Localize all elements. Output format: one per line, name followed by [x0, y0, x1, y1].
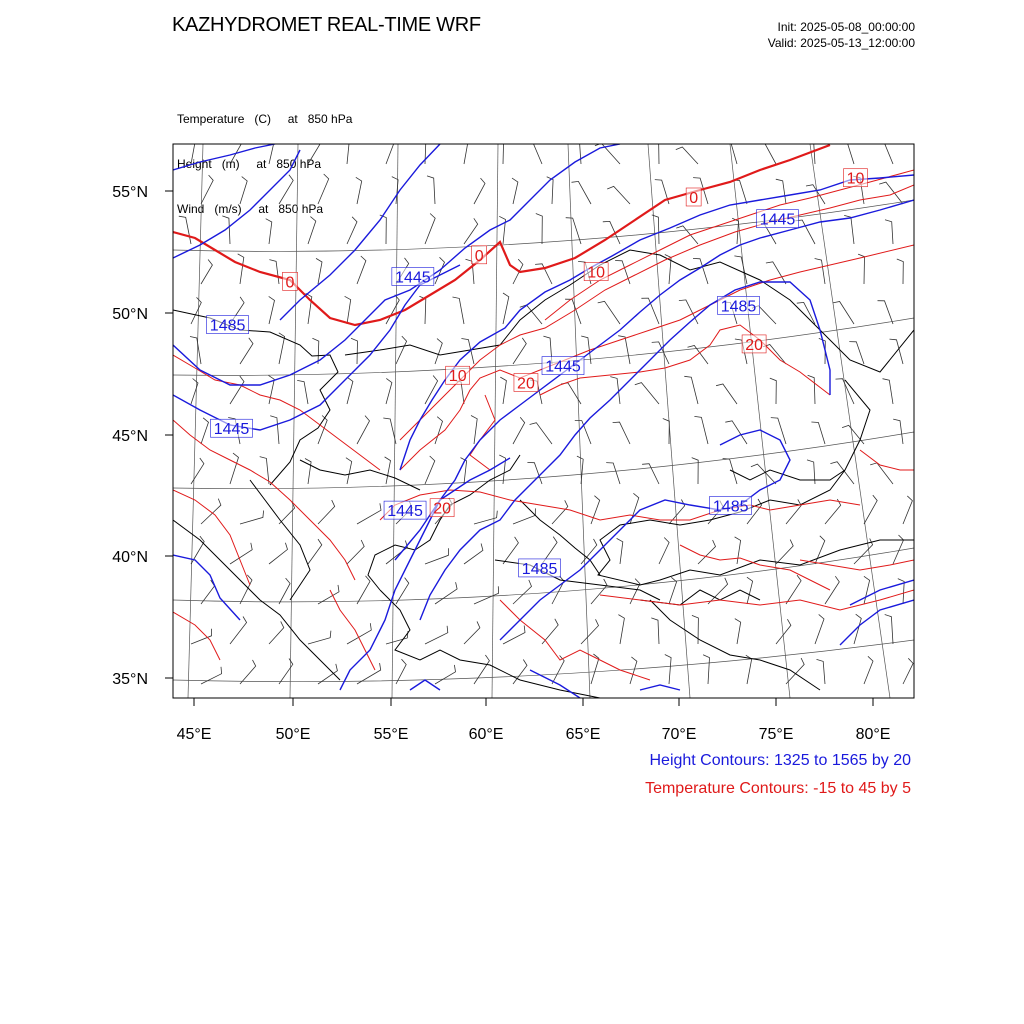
wind-barb: [318, 500, 335, 524]
wind-barb: [844, 215, 854, 244]
temperature-contours: [173, 145, 914, 680]
country-borders: [173, 247, 914, 698]
wind-barb: [815, 259, 825, 285]
lon-label: 80°E: [855, 726, 891, 743]
wind-barb: [269, 136, 275, 164]
wind-barb: [312, 338, 318, 364]
wind-barb: [500, 377, 506, 404]
wind-barb: [345, 296, 351, 324]
svg-text:1485: 1485: [712, 498, 749, 516]
wind-barb: [735, 537, 741, 564]
wind-barb: [499, 455, 505, 484]
wind-barb: [879, 182, 903, 204]
wind-barb: [885, 615, 893, 645]
wind-barb: [356, 177, 362, 204]
wind-barb: [885, 220, 893, 244]
temperature-contour-label: [446, 366, 470, 385]
wind-barb: [552, 656, 564, 685]
wind-barb: [530, 423, 552, 444]
wind-barb: [734, 256, 747, 284]
wind-barb: [230, 138, 242, 164]
wind-barb: [240, 177, 247, 204]
wind-barb: [201, 580, 215, 604]
wind-barb: [613, 422, 630, 444]
wind-barb: [512, 178, 518, 204]
wind-barb: [811, 422, 825, 444]
valid-time: Valid: 2025-05-13_12:00:00: [767, 36, 915, 50]
wind-barb: [396, 336, 407, 364]
wind-barb: [572, 181, 592, 204]
wind-barb: [598, 301, 620, 324]
height-contour-label: [207, 316, 249, 335]
wind-barb: [435, 665, 456, 684]
wind-barb: [651, 618, 659, 644]
lon-label: 75°E: [758, 726, 794, 743]
map-title: KAZHYDROMET REAL-TIME WRF: [172, 14, 481, 36]
wind-barb: [269, 296, 275, 324]
svg-text:1445: 1445: [759, 211, 796, 229]
wind-barb: [308, 539, 322, 564]
wind-barb: [240, 511, 264, 525]
wind-barb: [474, 586, 499, 604]
wind-barb: [607, 186, 630, 204]
wind-barb: [615, 261, 630, 285]
wind-barb: [864, 576, 870, 604]
wind-barb: [474, 178, 485, 204]
wind-barb: [513, 508, 535, 524]
wind-barb: [305, 459, 311, 485]
wind-barb: [581, 619, 599, 644]
wind-barb: [270, 416, 279, 444]
wind-barb: [659, 538, 669, 565]
wind-barb: [610, 377, 620, 404]
lat-label: 40°N: [112, 549, 148, 566]
wind-barb: [474, 655, 489, 684]
wind-barb: [642, 464, 659, 484]
lon-label: 50°E: [275, 726, 311, 743]
wind-barb: [893, 419, 903, 444]
wind-barb: [435, 339, 442, 364]
wind-barb: [318, 174, 329, 204]
wind-barb: [240, 660, 256, 684]
lon-label: 45°E: [176, 726, 212, 743]
svg-text:1445: 1445: [213, 421, 250, 439]
wind-barb: [238, 254, 244, 284]
lat-label: 35°N: [112, 671, 148, 688]
temperature-contour-label: [584, 263, 608, 282]
wind-barb: [464, 621, 480, 644]
wind-barb: [676, 147, 698, 164]
wind-barb: [652, 137, 659, 164]
svg-text:10: 10: [846, 170, 865, 188]
wind-barb: [453, 297, 465, 324]
wind-barb: [347, 217, 357, 244]
wind-barb: [833, 302, 854, 325]
wind-barb: [240, 338, 253, 364]
svg-text:10: 10: [587, 264, 606, 282]
svg-text:0: 0: [285, 274, 295, 292]
wind-barb: [830, 462, 854, 484]
svg-text:0: 0: [474, 247, 484, 265]
wind-barb: [883, 379, 894, 404]
wind-barb: [383, 418, 396, 444]
wind-barb: [542, 619, 558, 644]
wind-barb: [893, 535, 904, 564]
wind-barb: [525, 141, 542, 164]
wind-barb: [240, 575, 252, 604]
temperature-contour-label: [844, 169, 868, 188]
wind-barb: [630, 657, 637, 684]
wind-barb: [191, 297, 201, 324]
wind-barb: [308, 135, 322, 164]
height-field-label: Height (m) at 850 hPa: [177, 157, 322, 171]
wind-barb: [877, 142, 893, 164]
svg-text:1445: 1445: [395, 269, 431, 287]
temperature-contour-label: [686, 188, 701, 207]
wind-barb: [308, 631, 331, 644]
wind-barb: [703, 655, 709, 684]
wind-barb: [751, 464, 776, 484]
temperature-contour-label: [430, 499, 454, 518]
height-contour-label: [384, 501, 426, 520]
wind-barb: [840, 141, 854, 164]
lon-label: 55°E: [373, 726, 409, 743]
svg-text:20: 20: [433, 500, 451, 518]
wind-barb: [266, 219, 272, 244]
wind-barb: [676, 226, 698, 244]
wind-barb: [665, 655, 671, 685]
wind-field-label: Wind (m/s) at 850 hPa: [177, 202, 324, 216]
wind-barb: [201, 667, 222, 684]
wind-barb: [425, 214, 435, 245]
wind-barb: [230, 376, 244, 404]
wind-barb: [716, 384, 737, 404]
wind-barb: [230, 453, 239, 484]
wind-barb: [617, 538, 623, 564]
temperature-contour-label: [742, 335, 766, 354]
wind-barb: [503, 537, 518, 564]
svg-text:1445: 1445: [387, 503, 423, 521]
wind-barb: [357, 256, 366, 284]
wind-barb: [386, 134, 396, 164]
lat-label: 45°N: [112, 428, 148, 445]
height-contour-label: [542, 357, 584, 376]
wind-barb: [694, 416, 708, 444]
wind-barb: [663, 419, 670, 445]
wind-barb: [346, 458, 352, 484]
wind-barb: [903, 496, 912, 524]
height-contour-note: Height Contours: 1325 to 1565 by 20: [649, 752, 911, 769]
svg-text:1485: 1485: [209, 317, 246, 335]
temperature-field-label: Temperature (C) at 850 hPa: [177, 112, 353, 126]
temperature-contour-label: [514, 373, 538, 392]
height-contour-label: [757, 210, 799, 229]
wind-barb: [190, 337, 201, 365]
svg-text:1445: 1445: [545, 358, 581, 376]
wind-barb: [771, 418, 786, 444]
wind-barb: [786, 658, 804, 684]
wind-barb: [386, 541, 407, 565]
wind-barb: [462, 137, 468, 164]
wind-barb: [425, 626, 448, 644]
wind-barb: [201, 499, 221, 524]
wind-barb: [591, 579, 607, 604]
wind-barb: [692, 458, 699, 484]
wind-barb: [191, 379, 198, 405]
temperature-contour-label: [472, 246, 487, 265]
wind-barb: [503, 626, 525, 645]
wind-barb: [747, 577, 753, 604]
wind-barb: [425, 456, 435, 484]
wind-barb: [776, 540, 793, 564]
svg-text:1485: 1485: [720, 298, 757, 316]
wind-barb: [347, 540, 364, 564]
wind-barb: [878, 301, 894, 324]
height-contour-label: [710, 496, 752, 515]
wind-barb: [815, 536, 825, 564]
wind-barb: [357, 503, 381, 524]
wind-barb: [201, 260, 212, 285]
wind-barb: [347, 377, 353, 404]
wind-barb: [351, 338, 358, 364]
wind-barb: [698, 540, 716, 564]
wind-barb: [536, 214, 543, 245]
temperature-contour-note: Temperature Contours: -15 to 45 by 5: [645, 780, 911, 797]
wind-barb: [723, 459, 737, 485]
wind-barb: [230, 543, 252, 564]
svg-text:20: 20: [745, 336, 763, 354]
wind-barb: [179, 216, 191, 244]
wind-barb: [201, 418, 209, 444]
wind-barb: [269, 543, 288, 564]
wind-barb: [825, 576, 839, 604]
wind-barb: [471, 416, 477, 445]
wind-barb: [357, 416, 370, 444]
svg-text:20: 20: [517, 375, 535, 393]
height-contour-label: [211, 419, 253, 438]
wind-barb: [503, 293, 509, 324]
wind-barb: [308, 217, 316, 244]
svg-text:1485: 1485: [521, 560, 558, 578]
wind-barb: [230, 617, 247, 645]
wind-barb: [815, 614, 824, 644]
wind-barb: [260, 457, 269, 484]
wind-barb: [513, 338, 526, 364]
wind-barb: [269, 621, 284, 644]
wind-barb: [190, 135, 196, 164]
wind-barb: [427, 176, 435, 204]
wind-barb: [279, 578, 290, 604]
wind-barb: [897, 259, 904, 284]
wind-barb: [618, 615, 624, 644]
wind-barb: [864, 495, 877, 524]
wind-barb: [735, 619, 741, 644]
svg-text:0: 0: [689, 189, 699, 207]
lat-label: 55°N: [112, 184, 148, 201]
wind-barb: [357, 576, 370, 604]
wind-barb: [347, 623, 371, 644]
wind-barb: [723, 139, 737, 164]
wind-barb: [435, 417, 443, 444]
wind-barb: [499, 216, 505, 244]
wind-barb: [733, 180, 747, 204]
wind-barb: [201, 175, 213, 204]
wind-barb: [343, 137, 349, 165]
wind-barb: [808, 375, 815, 404]
wind-barb: [435, 582, 457, 604]
wind-barb: [825, 499, 841, 524]
wind-barb: [903, 658, 913, 684]
wind-barb: [297, 380, 308, 404]
wind-barb: [606, 463, 620, 484]
wind-barb: [316, 258, 322, 284]
wind-barb: [269, 260, 279, 284]
wind-barb: [870, 463, 893, 484]
wind-barb: [817, 659, 826, 684]
wind-barb: [269, 375, 275, 404]
height-contours: [173, 144, 914, 698]
lat-label: 50°N: [112, 306, 148, 323]
wind-barb: [641, 298, 659, 324]
wind-barb: [864, 656, 873, 684]
wind-barb: [776, 179, 786, 204]
wind-barb: [692, 615, 699, 644]
lon-label: 70°E: [661, 726, 697, 743]
wind-barb: [577, 456, 583, 484]
wind-barb: [770, 378, 777, 404]
lon-label: 65°E: [565, 726, 601, 743]
wind-barb: [819, 338, 826, 364]
wind-barb: [635, 383, 659, 404]
wind-barb: [898, 579, 904, 604]
init-time: Init: 2025-05-08_00:00:00: [777, 20, 915, 34]
wind-barb: [386, 378, 392, 404]
wind-barb: [552, 500, 568, 524]
wind-barb: [464, 544, 483, 565]
height-contour-label: [519, 559, 561, 578]
axis-ticks: [165, 191, 873, 706]
height-contour-label: [392, 267, 434, 286]
wind-barb: [425, 376, 438, 405]
temperature-contour-label: [283, 272, 298, 291]
wind-barb: [385, 457, 391, 484]
wind-barb: [684, 376, 698, 404]
svg-text:10: 10: [448, 368, 467, 386]
wind-barb: [758, 143, 776, 164]
wind-barb: [425, 548, 449, 564]
wind-barb: [191, 458, 204, 484]
wind-barb: [513, 417, 525, 444]
height-contour-label: [718, 296, 760, 315]
wind-barb: [513, 580, 532, 604]
lon-label: 60°E: [468, 726, 504, 743]
